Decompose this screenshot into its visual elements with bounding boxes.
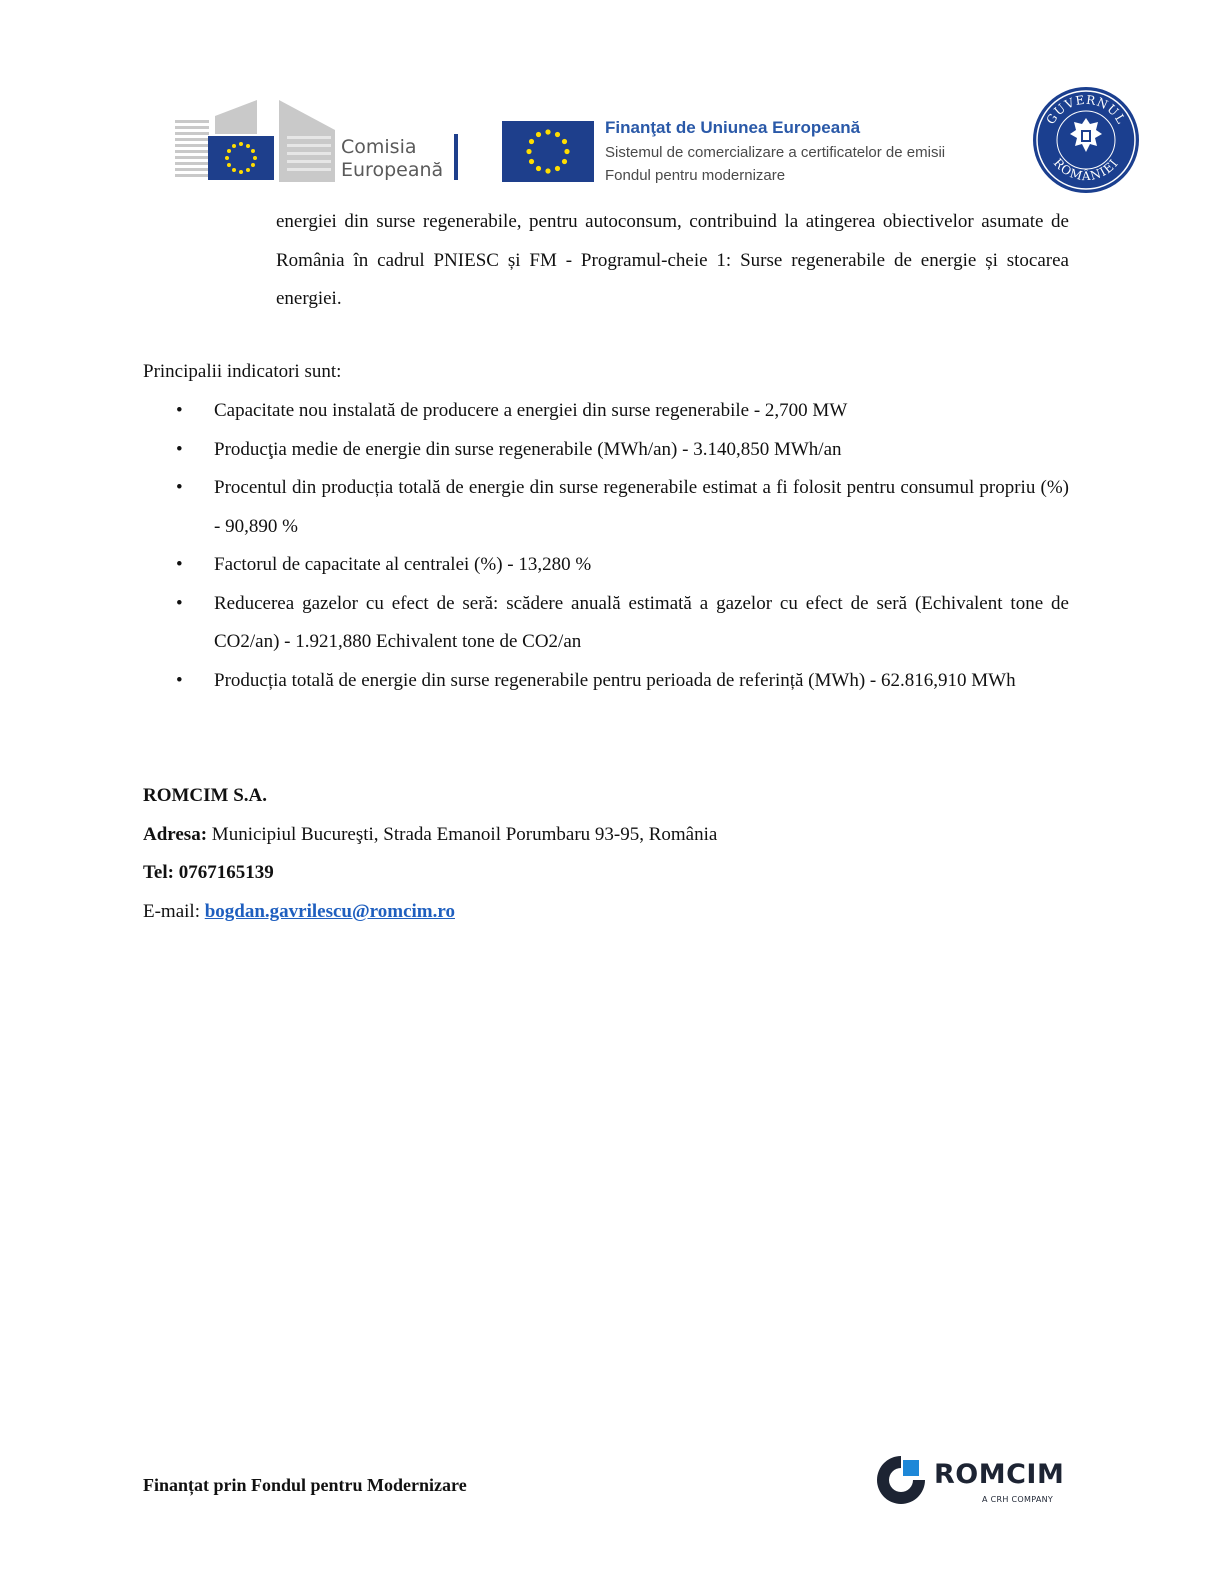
intro-paragraph: energiei din surse regenerabile, pentru autoconsum, contribuind la atingerea obiectivelor asumate de România în cadrul PNIESC și FM - Programul-cheie 1: Surse regenerabile de energie și stocarea energiei. [276,211,1069,309]
indicator-text: Procentul din producția totală de energie din surse regenerabile estimat a fi folosit pentru consumul propriu (%) - 90,890 % [214,477,1069,537]
indicator-text: Capacitate nou instalată de producere a energiei din surse regenerabile - 2,700 MW [214,400,848,421]
company-email [143,893,1043,932]
company-name: ROMCIM S.A. [143,785,268,806]
email-link[interactable]: bogdan.gavrilescu@romcim.ro [204,900,455,922]
eu-funded-title: Finanţat de Uniunea Europeană [605,118,861,137]
list-item [143,662,1069,701]
svg-text:GUVERNUL: GUVERNUL [1043,92,1129,127]
indicators-heading: Principalii indicatori sunt: [143,361,342,382]
indicators-list [143,392,1069,700]
page-header [0,0,1224,200]
company-phone: Tel: 0767165139 [143,862,274,883]
list-item [143,392,1069,431]
list-item [143,546,1069,585]
eu-flag-icon [208,136,274,180]
eu-funded-line1: Sistemul de comercializare a certificatelor de emisii [605,144,946,161]
list-item [143,469,1069,546]
romcim-logo [873,1452,1073,1508]
eu-flag-icon [502,121,594,182]
romcim-mark-icon [873,1452,929,1508]
bullet-icon: • [176,669,183,691]
svg-text:ROMÂNIEI: ROMÂNIEI [1050,155,1122,184]
ec-logo-divider [454,134,458,180]
address-label: Adresa: [143,823,208,845]
company-contact-block [143,777,1043,931]
email-label: E-mail: [143,900,200,922]
eu-funded-logo [502,118,982,184]
company-address [143,816,1043,855]
indicator-text: Reducerea gazelor cu efect de seră: scădere anuală estimată a gazelor cu efect de seră (Echivalent tone de CO2/an) - 1.921,880 Echivalent tone de CO2/an [214,592,1069,652]
romcim-logo-subtitle: A CRH COMPANY [982,1495,1054,1504]
bullet-icon: • [176,438,183,460]
ec-logo-text-line1: Comisia [341,136,417,158]
list-item [143,431,1069,470]
indicator-text: Producția totală de energie din surse regenerabile pentru perioada de referință (MWh) - 62.816,910 MWh [214,669,1016,691]
bullet-icon: • [176,477,183,498]
eu-funded-line2: Fondul pentru modernizare [605,167,786,184]
romcim-logo-name: ROMCIM [934,1459,1065,1490]
list-item [143,585,1069,662]
european-commission-logo [175,100,460,182]
indicator-text: Producţia medie de energie din surse regenerabile (MWh/an) - 3.140,850 MWh/an [214,438,842,460]
ec-logo-text-line2: Europeană [341,159,444,181]
indicator-text: Factorul de capacitate al centralei (%) - 13,280 % [214,554,592,575]
ec-logo-text [341,136,443,182]
bullet-icon: • [176,592,183,614]
address-value: Municipiul Bucureşti, Strada Emanoil Porumbaru 93-95, România [211,823,718,845]
bullet-icon: • [176,554,183,575]
footer-funding-note: Finanțat prin Fondul pentru Modernizare [143,1475,467,1495]
bullet-icon: • [176,400,183,421]
romanian-government-seal-icon [1032,86,1140,194]
